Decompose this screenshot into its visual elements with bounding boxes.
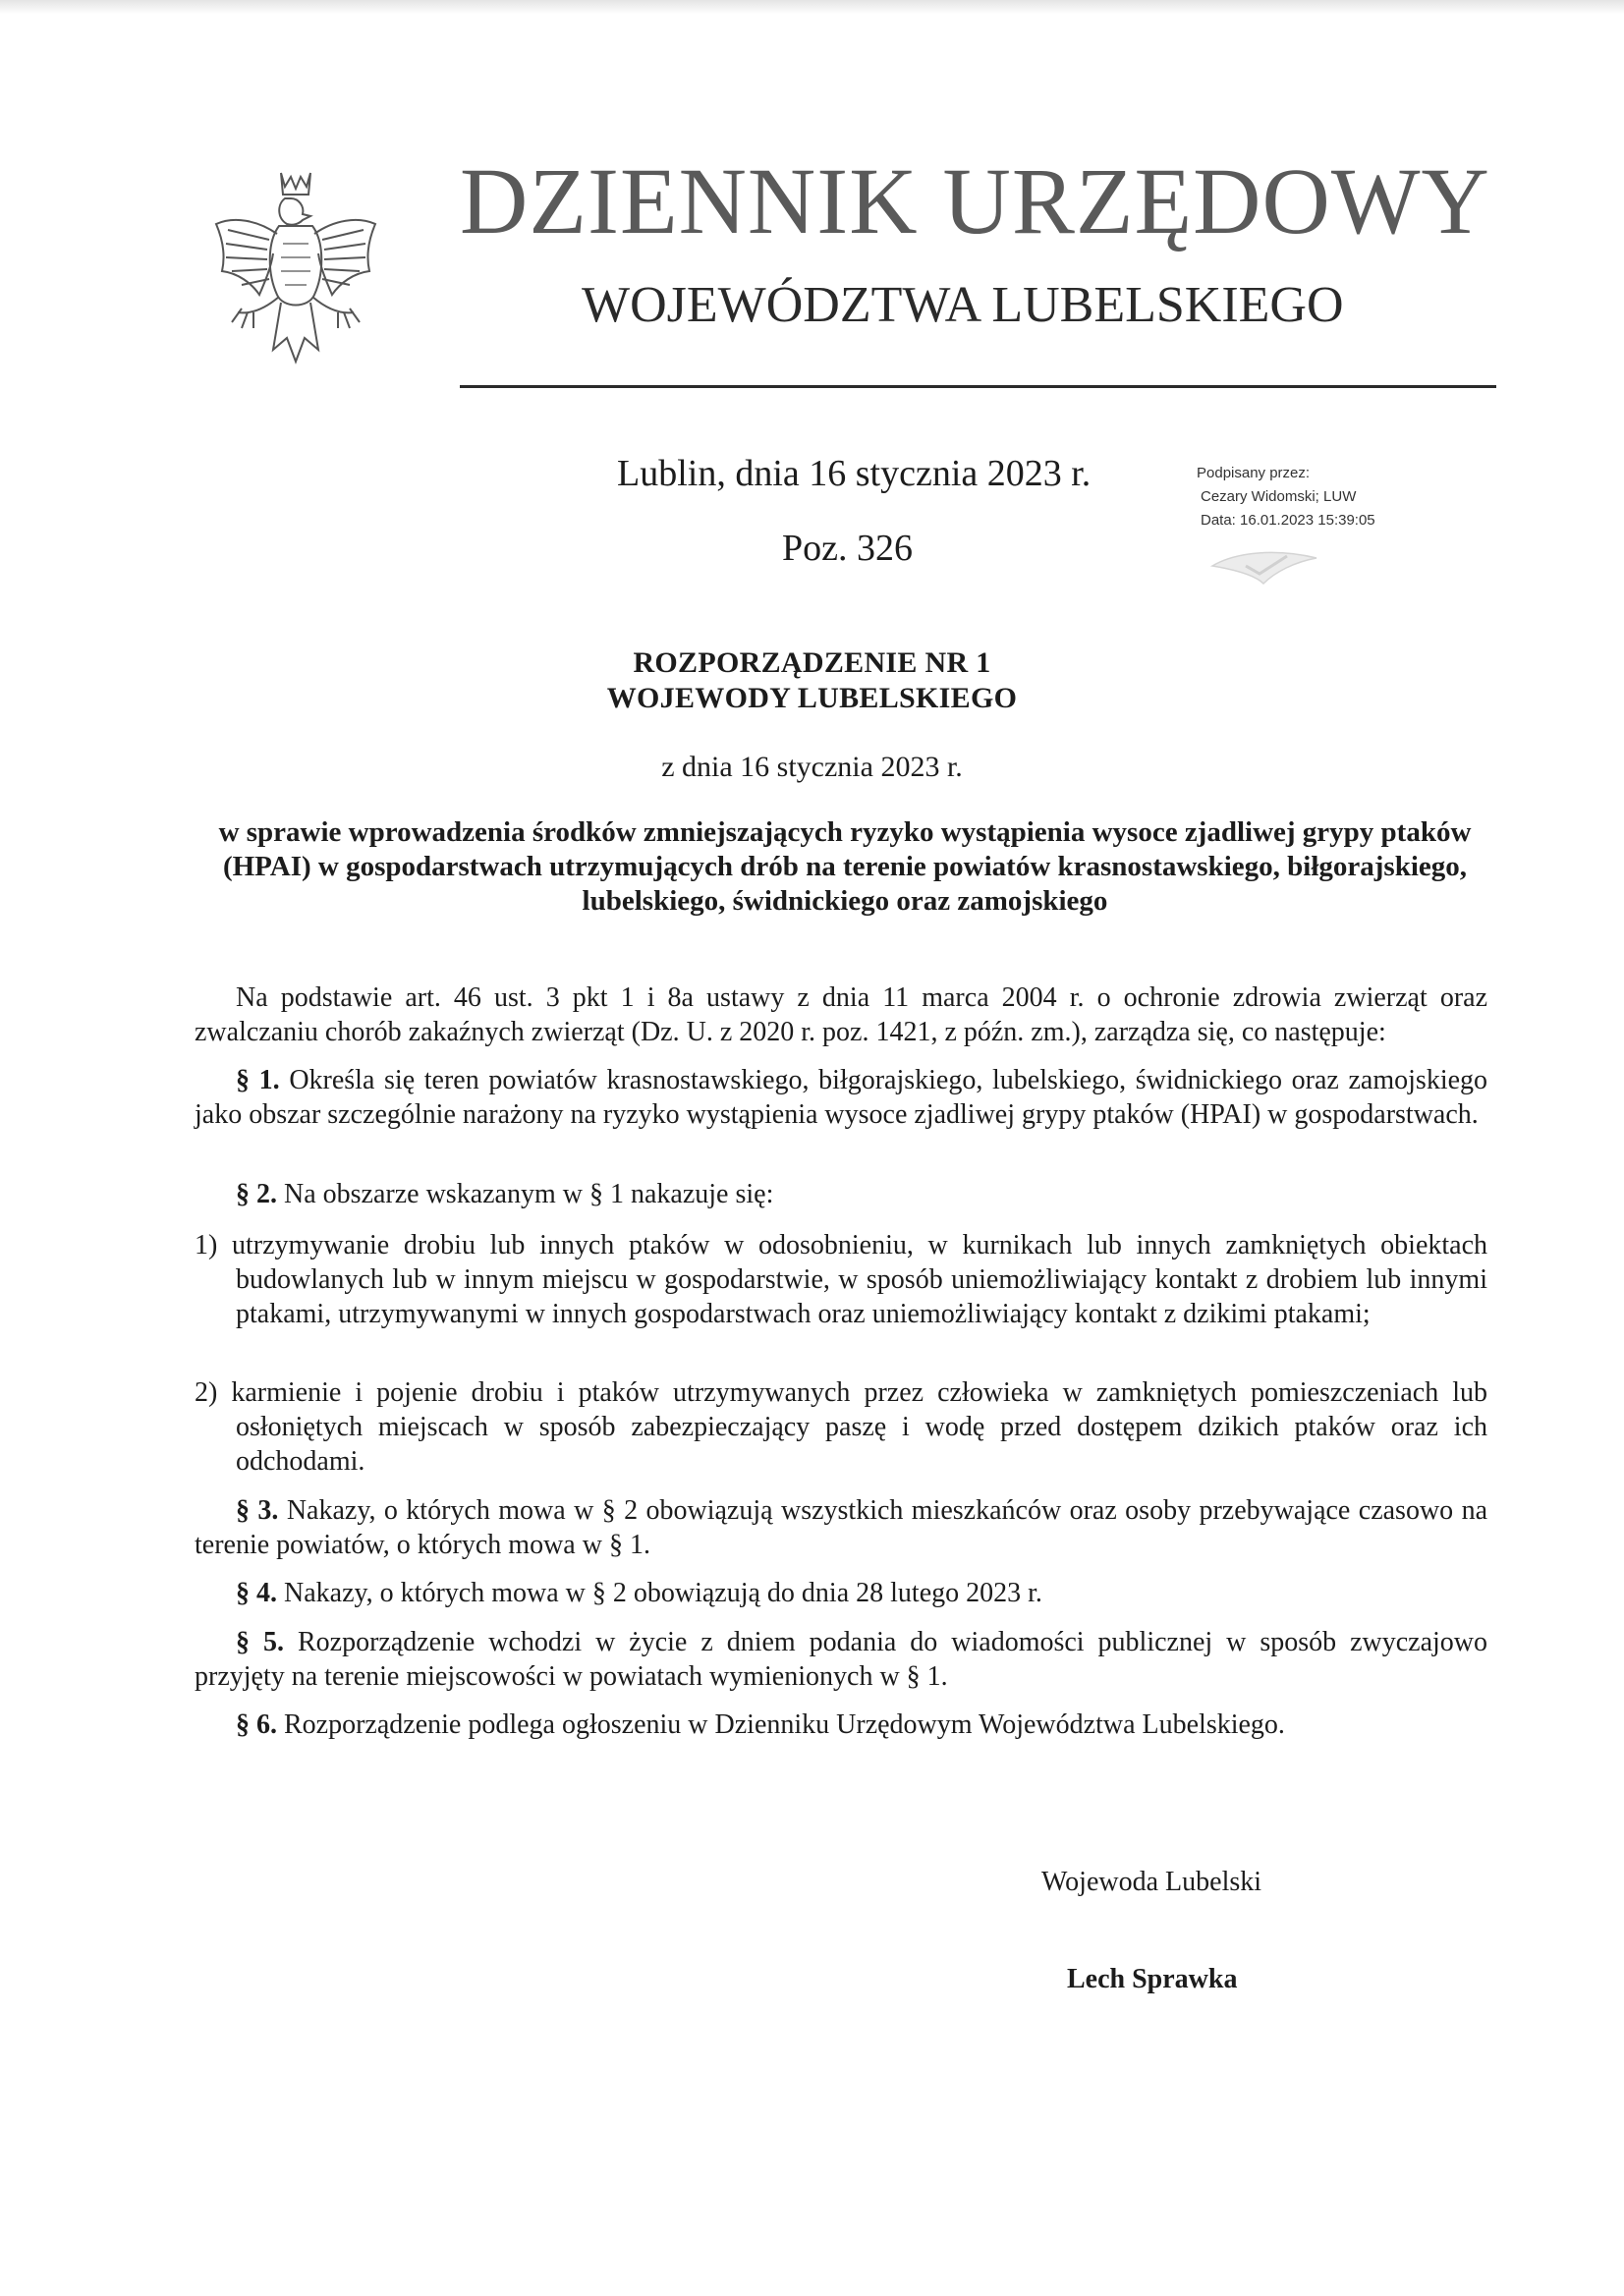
signature-check-icon bbox=[1206, 538, 1324, 588]
signature-date: Data: 16.01.2023 15:39:05 bbox=[1201, 512, 1375, 529]
list-item-number: 1) bbox=[195, 1230, 218, 1260]
section-text: Na obszarze wskazanym w § 1 nakazuje się: bbox=[284, 1179, 774, 1209]
section-6 bbox=[195, 1708, 1487, 1742]
digital-signature-block bbox=[1197, 462, 1456, 532]
section-label: § 4. bbox=[236, 1578, 277, 1608]
section-label: § 3. bbox=[236, 1495, 279, 1526]
section-5 bbox=[195, 1625, 1487, 1694]
section-text: Rozporządzenie podlega ogłoszeniu w Dzienniku Urzędowym Województwa Lubelskiego. bbox=[284, 1709, 1285, 1740]
signatory-role: Wojewoda Lubelski bbox=[1041, 1867, 1262, 1897]
list-item-text: karmienie i pojenie drobiu i ptaków utrzymywanych przez człowieka w zamkniętych pomieszczeniach lub osłoniętych miejscach w sposób zabezpieczający paszę i wodę przed dostępem dzikich ptaków oraz ich odchodami. bbox=[231, 1377, 1488, 1477]
section-1 bbox=[195, 1063, 1487, 1132]
signature-signer: Cezary Widomski; LUW bbox=[1201, 488, 1357, 505]
act-title-line1: ROZPORZĄDZENIE NR 1 bbox=[633, 646, 991, 679]
list-item-text: utrzymywanie drobiu lub innych ptaków w odosobnieniu, w kurnikach lub innych zamkniętych obiektach budowlanych lub w innym miejscu w gospodarstwie, w sposób uniemożliwiający kontakt z drobiem lub innymi ptakami, utrzymywanymi w innych gospodarstwach oraz uniemożliwiający kontakt z dzikimi ptakami; bbox=[232, 1230, 1488, 1329]
section-text: Nakazy, o których mowa w § 2 obowiązują do dnia 28 lutego 2023 r. bbox=[284, 1578, 1042, 1608]
list-item bbox=[195, 1375, 1487, 1479]
section-4 bbox=[195, 1576, 1487, 1610]
polish-eagle-emblem-icon bbox=[208, 165, 383, 389]
act-date: z dnia 16 stycznia 2023 r. bbox=[661, 751, 963, 783]
section-text: Określa się teren powiatów krasnostawskiego, biłgorajskiego, lubelskiego, świdnickiego oraz zamojskiego jako obszar szczególnie narażony na ryzyko wystąpienia wysoce zjadliwej grypy ptaków (HPAI) w gospodarstwach. bbox=[195, 1065, 1488, 1130]
section-2 bbox=[195, 1177, 1487, 1211]
section-label: § 1. bbox=[236, 1065, 280, 1095]
section-text: Nakazy, o których mowa w § 2 obowiązują wszystkich mieszkańców oraz osoby przebywające czasowo na terenie powiatów, o których mowa w § 1. bbox=[195, 1495, 1487, 1560]
list-item-number: 2) bbox=[195, 1377, 218, 1408]
scan-edge-shadow bbox=[0, 0, 1624, 14]
signatory-name: Lech Sprawka bbox=[1067, 1964, 1238, 1994]
section-label: § 6. bbox=[236, 1709, 277, 1740]
list-item bbox=[195, 1228, 1487, 1331]
masthead-title: DZIENNIK URZĘDOWY bbox=[460, 148, 1490, 253]
signature-label: Podpisany przez: bbox=[1197, 465, 1311, 481]
act-title-line2: WOJEWODY LUBELSKIEGO bbox=[606, 682, 1018, 714]
section-text: Rozporządzenie wchodzi w życie z dniem podania do wiadomości publicznej w sposób zwyczajowo przyjęty na terenie miejscowości w powiatach wymienionych w § 1. bbox=[195, 1627, 1488, 1692]
masthead-subtitle: WOJEWÓDZTWA LUBELSKIEGO bbox=[582, 277, 1344, 333]
masthead-divider bbox=[460, 385, 1496, 388]
section-label: § 5. bbox=[236, 1627, 284, 1657]
section-label: § 2. bbox=[236, 1179, 277, 1209]
section-3 bbox=[195, 1493, 1487, 1562]
issue-position: Poz. 326 bbox=[782, 528, 913, 569]
issue-place-date: Lublin, dnia 16 stycznia 2023 r. bbox=[617, 453, 1092, 494]
preamble: Na podstawie art. 46 ust. 3 pkt 1 i 8a ustawy z dnia 11 marca 2004 r. o ochronie zdrowia zwierząt oraz zwalczaniu chorób zakaźnych zwierząt (Dz. U. z 2020 r. poz. 1421, z późn. zm.), zarządza się, co następuje: bbox=[195, 982, 1487, 1047]
act-subject: w sprawie wprowadzenia środków zmniejszających ryzyko wystąpienia wysoce zjadliwej grypy ptaków (HPAI) w gospodarstwach utrzymujących drób na terenie powiatów krasnostawskiego, biłgorajskiego, lubelskiego, świdnickiego oraz zamojskiego bbox=[218, 816, 1472, 917]
